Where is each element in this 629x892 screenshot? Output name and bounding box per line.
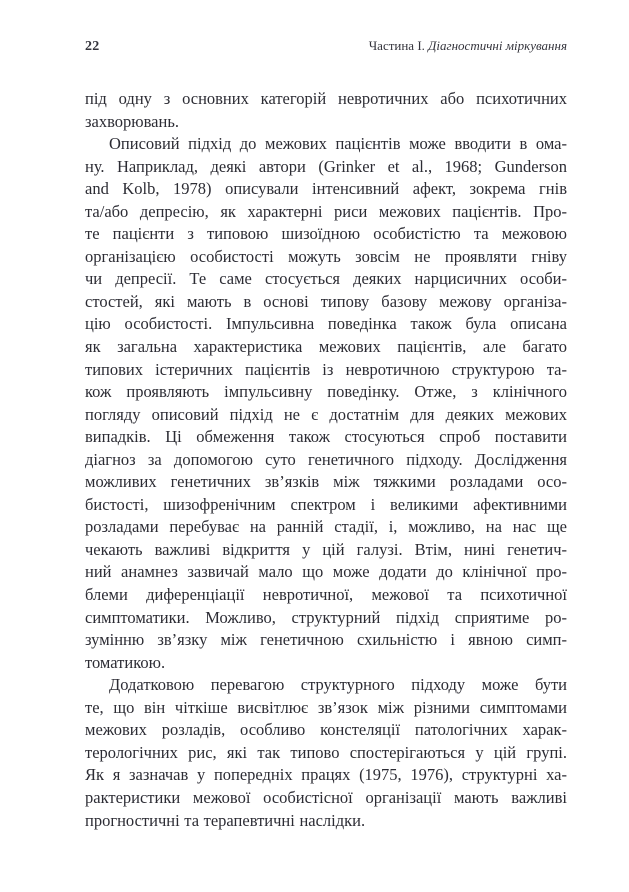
text-line: бистості, шизофренічним спектром і великими афективними <box>85 494 567 514</box>
text-line: симптоматики. Можливо, структурний підхід сприятиме ро- <box>85 607 567 627</box>
text-line: те, що він чіткіше висвітлює зв’язок між різними симптомами <box>85 697 567 717</box>
text-line: захворювань. <box>85 111 179 131</box>
running-title-part: Частина І. <box>368 38 429 53</box>
text-line: блеми диференціації невротичної, межової та психотичної <box>85 585 567 605</box>
running-title <box>369 38 567 54</box>
text-line: під одну з основних категорій невротичних або психотичних <box>85 89 567 108</box>
text-line: стостей, які мають в основі типову базову межову організа- <box>85 291 567 311</box>
text-line: томатикою. <box>85 652 166 672</box>
running-title-chapter: Діагностичні міркування <box>428 38 567 53</box>
text-line: діагноз за допомогою суто генетичного підходу. Дослідження <box>85 449 567 469</box>
text-line: ний анамнез зазвичай мало що може додати до клінічної про- <box>85 562 567 582</box>
text-line: та/або депресію, як характерні риси межових пацієнтів. Про- <box>85 201 567 221</box>
text-line: цію особистості. Імпульсивна поведінка також була описана <box>85 314 567 334</box>
text-line: те пацієнти з типовою шизоїдною особистістю та межовою <box>85 224 567 244</box>
text-line: випадків. Ці обмеження також стосуються спроб поставити <box>85 427 567 447</box>
running-header <box>85 38 567 56</box>
text-line: Описовий підхід до межових пацієнтів може вводити в ома- <box>109 134 567 154</box>
text-line: Додатковою перевагою структурного підходу може бути <box>109 675 567 695</box>
text-line: межових розладів, особливо констеляції патологічних харак- <box>85 720 567 740</box>
text-line: and Kolb, 1978) описували інтенсивний афект, зокрема гнів <box>85 179 567 199</box>
page-content <box>85 38 567 832</box>
text-line: терологічних рис, які так типово спостерігаються у цій групі. <box>85 742 567 762</box>
text-line: типових істеричних пацієнтів із невротичною структурою та- <box>85 359 567 379</box>
text-line: рактеристики межової особистісної організації мають важливі <box>85 787 567 807</box>
text-line: погляду описовий підхід не є достатнім для деяких межових <box>85 404 567 424</box>
body-text <box>85 88 567 832</box>
text-line: Як я зазначав у попередніх працях (1975, 1976), структурні ха- <box>85 765 567 785</box>
text-line: зумінню зв’язку між генетичною схильністю і явною симп- <box>85 630 567 650</box>
text-line: прогностичні та терапевтичні наслідки. <box>85 810 366 830</box>
text-line: організацією особистості можуть зовсім не проявляти гніву <box>85 246 567 266</box>
text-line: кож проявляють імпульсивну поведінку. Отже, з клінічного <box>85 382 567 402</box>
text-line: можливих генетичних зв’язків між тяжкими розладами осо- <box>85 472 567 492</box>
text-line: ну. Наприклад, деякі автори (Grinker et al., 1968; Gunderson <box>85 156 567 176</box>
page-number: 22 <box>85 39 100 54</box>
text-line: чекають важливі відкриття у цій галузі. Втім, нині генетич- <box>85 539 567 559</box>
text-line: розладами перебуває на ранній стадії, і, можливо, на нас ще <box>85 517 567 537</box>
text-line: чи депресії. Те саме стосується деяких нарцисичних особи- <box>85 269 567 289</box>
text-line: як загальна характеристика межових пацієнтів, але багато <box>85 337 567 357</box>
